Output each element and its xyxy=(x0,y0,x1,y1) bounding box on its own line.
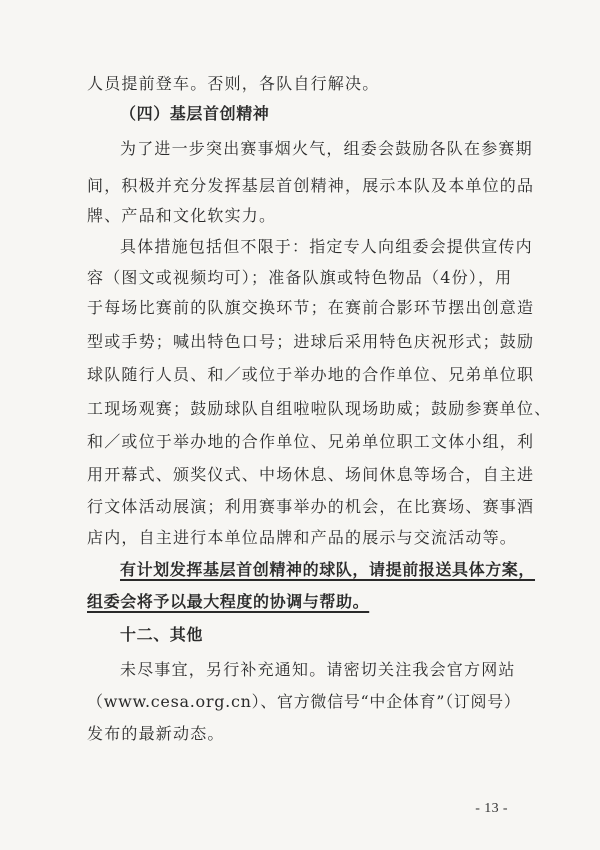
text-line: 工现场观赛；鼓励球队自组啦啦队现场助威；鼓励参赛单位、 xyxy=(87,399,552,418)
text-line: 人员提前登车。否则，各队自行解决。 xyxy=(87,74,380,93)
section-heading: （四）基层首创精神 xyxy=(120,104,270,123)
text-line: 行文体活动展演；利用赛事举办的机会，在比赛场、赛事酒 xyxy=(87,497,535,516)
text-line: 容（图文或视频均可）；准备队旗或特色物品（4份），用 xyxy=(87,268,513,287)
text-line: 为了进一步突出赛事烟火气，组委会鼓励各队在参赛期 xyxy=(120,139,533,158)
text-line: 发布的最新动态。 xyxy=(87,724,225,743)
text-line: 店内，自主进行本单位品牌和产品的展示与交流活动等。 xyxy=(87,528,518,547)
section-heading: 十二、其他 xyxy=(120,625,204,644)
text-line: 于每场比赛前的队旗交换环节；在赛前合影环节摆出创意造 xyxy=(87,298,535,317)
text-line: 和／或位于举办地的合作单位、兄弟单位职工文体小组，利 xyxy=(87,432,535,451)
text-line: 具体措施包括但不限于：指定专人向组委会提供宣传内 xyxy=(120,237,533,256)
text-line: 用开幕式、颁奖仪式、中场休息、场间休息等场合，自主进 xyxy=(87,465,535,484)
text-line: 间，积极并充分发挥基层首创精神，展示本队及本单位的品 xyxy=(87,176,535,195)
page-number: - 13 - xyxy=(475,801,508,816)
text-line: 球队随行人员、和／或位于举办地的合作单位、兄弟单位职 xyxy=(87,365,535,384)
text-line: 牌、产品和文化软实力。 xyxy=(87,206,277,225)
text-line: （www.cesa.org.cn）、官方微信号“中企体育”（订阅号） xyxy=(87,692,521,711)
emphasis-line: 组委会将予以最大程度的协调与帮助。 xyxy=(87,592,370,611)
text-line: 未尽事宜，另行补充通知。请密切关注我会官方网站 xyxy=(120,660,516,679)
emphasis-line: 有计划发挥基层首创精神的球队，请提前报送具体方案， xyxy=(120,560,536,579)
text-line: 型或手势；喊出特色口号；进球后采用特色庆祝形式；鼓励 xyxy=(87,332,535,351)
